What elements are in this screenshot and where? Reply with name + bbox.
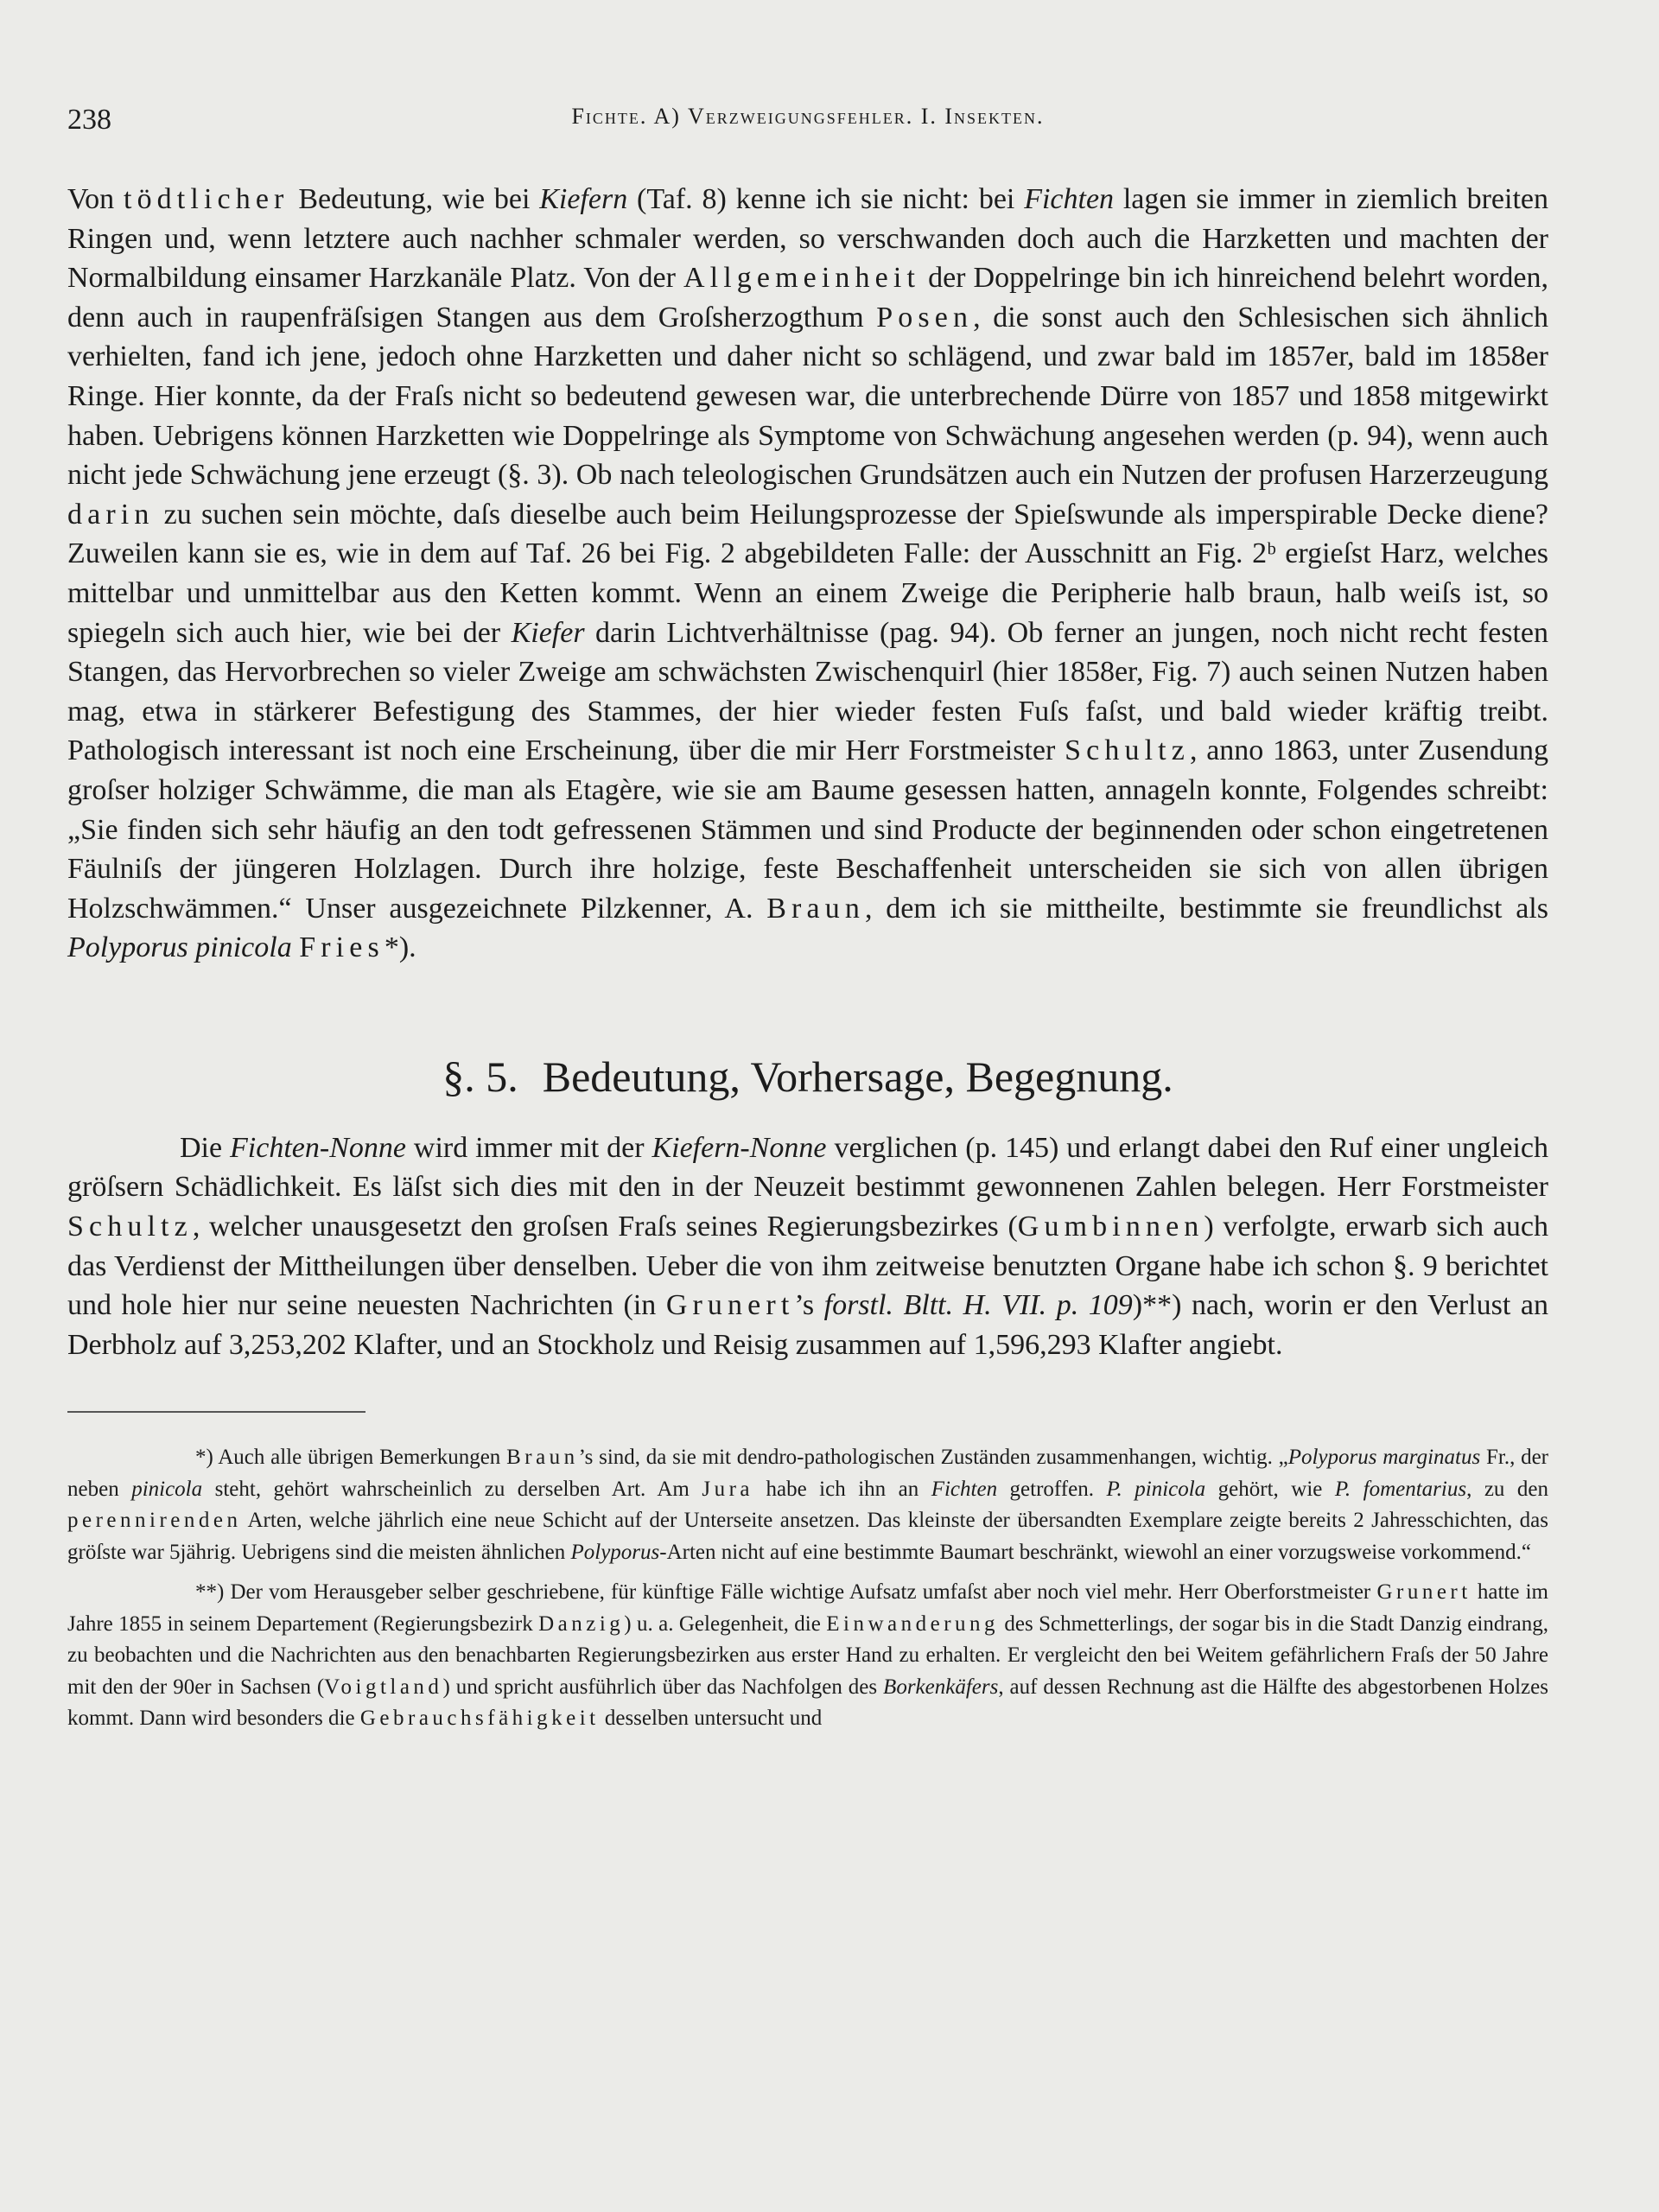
text-run: gehört, wie [1205, 1477, 1335, 1501]
text-run: ’s [794, 1289, 824, 1322]
spaced-run: Schultz [67, 1211, 193, 1243]
italic-run: forstl. Bltt. H. VII. p. 109 [823, 1289, 1133, 1322]
section-heading [67, 1051, 1548, 1103]
footnote [67, 1442, 1548, 1568]
footnote [67, 1577, 1548, 1735]
text-run: , auf dessen Rechnung ast die Hälfte des abgestorbenen Holzes kommt. Dann wird besonders die [67, 1675, 1548, 1731]
spaced-run: Jura [702, 1477, 754, 1501]
italic-run: Borkenkäfers [883, 1675, 999, 1699]
spaced-run: Gumbinnen [1017, 1211, 1205, 1243]
spaced-run: darin [67, 498, 155, 531]
text-run: (Taf. 8) kenne ich sie nicht: bei [627, 183, 1025, 215]
footnote-divider [67, 1411, 365, 1413]
text-run: , zu den [1466, 1477, 1549, 1501]
italic-run: Fichten [931, 1477, 998, 1501]
text-run: ) verfolgte, erwarb sich auch das Verdienst der Mittheilungen über denselben. Ueber die von ihm zeitweise benutzten Organe habe ich schon §. 9 berichtet und hole hier nur seine neuesten Nachrichten (in [67, 1211, 1549, 1322]
body-text [67, 180, 1548, 968]
text-run: , welcher unausgesetzt den groſsen Fraſs seines Regierungsbezirkes ( [192, 1211, 1018, 1243]
text-run: hatte im Jahre 1855 in seinem Departement (Regierungsbezirk [67, 1580, 1548, 1636]
text-run: Arten, welche jährlich eine neue Schicht auf der Unterseite ansetzen. Das kleinste der übersandten Exemplare zeigte bereits 2 Jahresschichten, das gröſste war 5jährig. Uebrigens sind die meisten ähnlichen [67, 1509, 1548, 1564]
text-run: zu suchen sein möchte, daſs dieselbe auch beim Heilungsprozesse der Spieſswunde als imperspirable Decke diene? Zuweilen kann sie es, wie in dem auf Taf. 26 bei Fig. 2 abgebildeten Falle: der Ausschnitt an Fig. 2ᵇ ergieſst Harz, welches mittelbar und unmittelbar aus den Ketten kommt. Wenn an einem Zweige die Peripherie halb braun, halb weiſs ist, so spiegeln sich auch hier, wie bei der [67, 498, 1548, 649]
spaced-run: Grunert [1376, 1580, 1471, 1605]
text-run: wird immer mit der [405, 1131, 652, 1164]
text-run: Die [180, 1131, 231, 1164]
text-run: , die sonst auch den Schlesischen sich ähnlich verhielten, fand ich jene, jedoch ohne Harzketten und daher nicht so schlägend, und zwar bald im 1857er, bald im 1858er Ringe. Hier konnte, da der Fraſs nicht so bedeutend gewesen war, die unterbrechende Dürre von 1857 und 1858 mitgewirkt haben. Uebrigens können Harzketten wie Doppelringe als Symptome von Schwächung angesehen werden (p. 94), wenn auch nicht jede Schwächung jene erzeugt (§. 3). Ob nach teleologischen Grundsätzen auch ein Nutzen der profusen Harzerzeugung [67, 301, 1548, 492]
text-run: ) und spricht ausführlich über das Nachfolgen des [442, 1675, 884, 1699]
text-run: verglichen (p. 145) und erlangt dabei den Ruf einer ungleich gröſsern Schädlichkeit. Es läſst sich dies mit den in der Neuzeit bestimmt gewonnenen Zahlen belegen. Herr Forstmeister [67, 1131, 1548, 1204]
spaced-run: Braun [766, 892, 865, 925]
spaced-run: Posen [876, 301, 974, 334]
text-run: , dem ich sie mittheilte, bestimmte sie freundlichst als [864, 892, 1548, 925]
section-text [67, 1128, 1548, 1365]
text-run: Fr., der neben [67, 1446, 1548, 1501]
italic-run: P. pinicola [1106, 1477, 1206, 1501]
text-run: steht, gehört wahrscheinlich zu derselben Art. Am [202, 1477, 702, 1501]
section-number: §. 5. [442, 1052, 518, 1101]
text-run: Bedeutung, wie bei [289, 183, 540, 215]
spaced-run: Danzig [538, 1611, 625, 1636]
text-run: -Arten nicht auf eine bestimmte Baumart beschränkt, wiewohl an einer vorzugsweise vorkommend.“ [659, 1540, 1531, 1564]
page-number: 238 [67, 104, 111, 136]
text-run: habe ich ihn an [753, 1477, 931, 1501]
spaced-run: Gebrauchsfähigkeit [359, 1707, 600, 1731]
spaced-run: Einwanderung [826, 1611, 1000, 1636]
text-run [292, 931, 300, 963]
text-run: der Doppelringe bin ich hinreichend belehrt worden, denn auch in raupenfräſsigen Stangen aus dem Groſsherzogthum [67, 262, 1549, 334]
spaced-run: Braun [506, 1446, 579, 1470]
spaced-run: Fries [299, 931, 385, 964]
italic-run: Kiefer [511, 616, 585, 649]
text-run: , anno 1863, unter Zusendung groſser holziger Schwämme, die man als Etagère, wie sie am Baume gesessen hatten, annageln konnte, Folgendes schreibt: „Sie finden sich sehr häufig an den todt gefressenen Stämmen und sind Producte der beginnenden oder schon eingetretenen Fäulniſs der jüngeren Holzlagen. Durch ihre holzige, feste Beschaffenheit unterscheiden sie sich von allen übrigen Holzschwämmen.“ Unser ausgezeichnete Pilzkenner, A. [67, 734, 1548, 925]
text-run: des Schmetterlings, der sogar bis in die Stadt Danzig eindrang, zu beobachten und die Nachrichten aus den benachbarten Regierungsbezirken aus erster Hand zu erhalten. Er vergleicht den bei Weitem gefährlichern Fraſs der 50 Jahre mit den der 90er in Sachsen ( [67, 1611, 1548, 1699]
text-run: *) Auch alle übrigen Bemerkungen [195, 1446, 507, 1470]
section-paragraph [67, 1128, 1548, 1365]
spaced-run: tödtlicher [124, 183, 289, 215]
body-paragraph [67, 180, 1548, 968]
running-head [67, 95, 1548, 147]
spaced-run: Schultz [1065, 734, 1190, 767]
spaced-run: Grunert [665, 1289, 795, 1322]
italic-run: Fichten [1024, 183, 1115, 215]
italic-run: Kiefern-Nonne [652, 1131, 827, 1164]
text-run: desselben untersucht und [599, 1707, 823, 1731]
text-run: )**) nach, worin er den Verlust an Derbholz auf 3,253,202 Klafter, und an Stockholz und Reisig zusammen auf 1,596,293 Klafter angiebt. [67, 1289, 1548, 1361]
spaced-run: Voigtland [324, 1675, 443, 1699]
italic-run: Polyporus [570, 1540, 660, 1564]
text-run: Von [67, 183, 124, 215]
text-run: darin Lichtverhältnisse (pag. 94). Ob ferner an jungen, noch nicht recht festen Stangen, das Hervorbrechen so vieler Zweige am schwächsten Zwischenquirl (hier 1858er, Fig. 7) auch seinen Nutzen haben mag, etwa in stärkerer Befestigung des Stammes, der hier wieder festen Fuſs faſst, und bald wieder kräftig treibt. Pathologisch interessant ist noch eine Erscheinung, über die mir Herr Forstmeister [67, 616, 1549, 767]
text-run: *). [384, 931, 416, 964]
italic-run: P. fomentarius [1334, 1477, 1467, 1501]
section-title: Bedeutung, Vorhersage, Begegnung. [542, 1052, 1173, 1101]
text-run: lagen sie immer in ziemlich breiten Ringen und, wenn letztere auch nachher schmaler werden, so verschwanden doch auch die Harzketten und machten der Normalbildung einsamer Harzkanäle Platz. Von der [67, 183, 1549, 295]
text-run: ) u. a. Gelegenheit, die [624, 1611, 827, 1636]
footnotes [67, 1442, 1548, 1735]
italic-run: Polyporus marginatus [1287, 1446, 1481, 1470]
italic-run: pinicola [131, 1477, 203, 1501]
spaced-run: perennirenden [67, 1509, 242, 1533]
italic-run: Kiefern [539, 183, 628, 215]
italic-run: Fichten-Nonne [230, 1131, 406, 1164]
spaced-run: Allgemeinheit [683, 262, 921, 295]
running-title: Fichte. A) Verzweigungsfehler. I. Insekten. [571, 104, 1045, 129]
text-run: getroffen. [997, 1477, 1107, 1501]
text-run: ’s sind, da sie mit dendro-pathologischen Zuständen zusammenhangen, wichtig. „ [578, 1446, 1288, 1470]
italic-run: Polyporus pinicola [67, 931, 292, 964]
text-run: **) Der vom Herausgeber selber geschriebene, für künftige Fälle wichtige Aufsatz umfaſst aber noch viel mehr. Herr Oberforstmeister [195, 1580, 1377, 1605]
